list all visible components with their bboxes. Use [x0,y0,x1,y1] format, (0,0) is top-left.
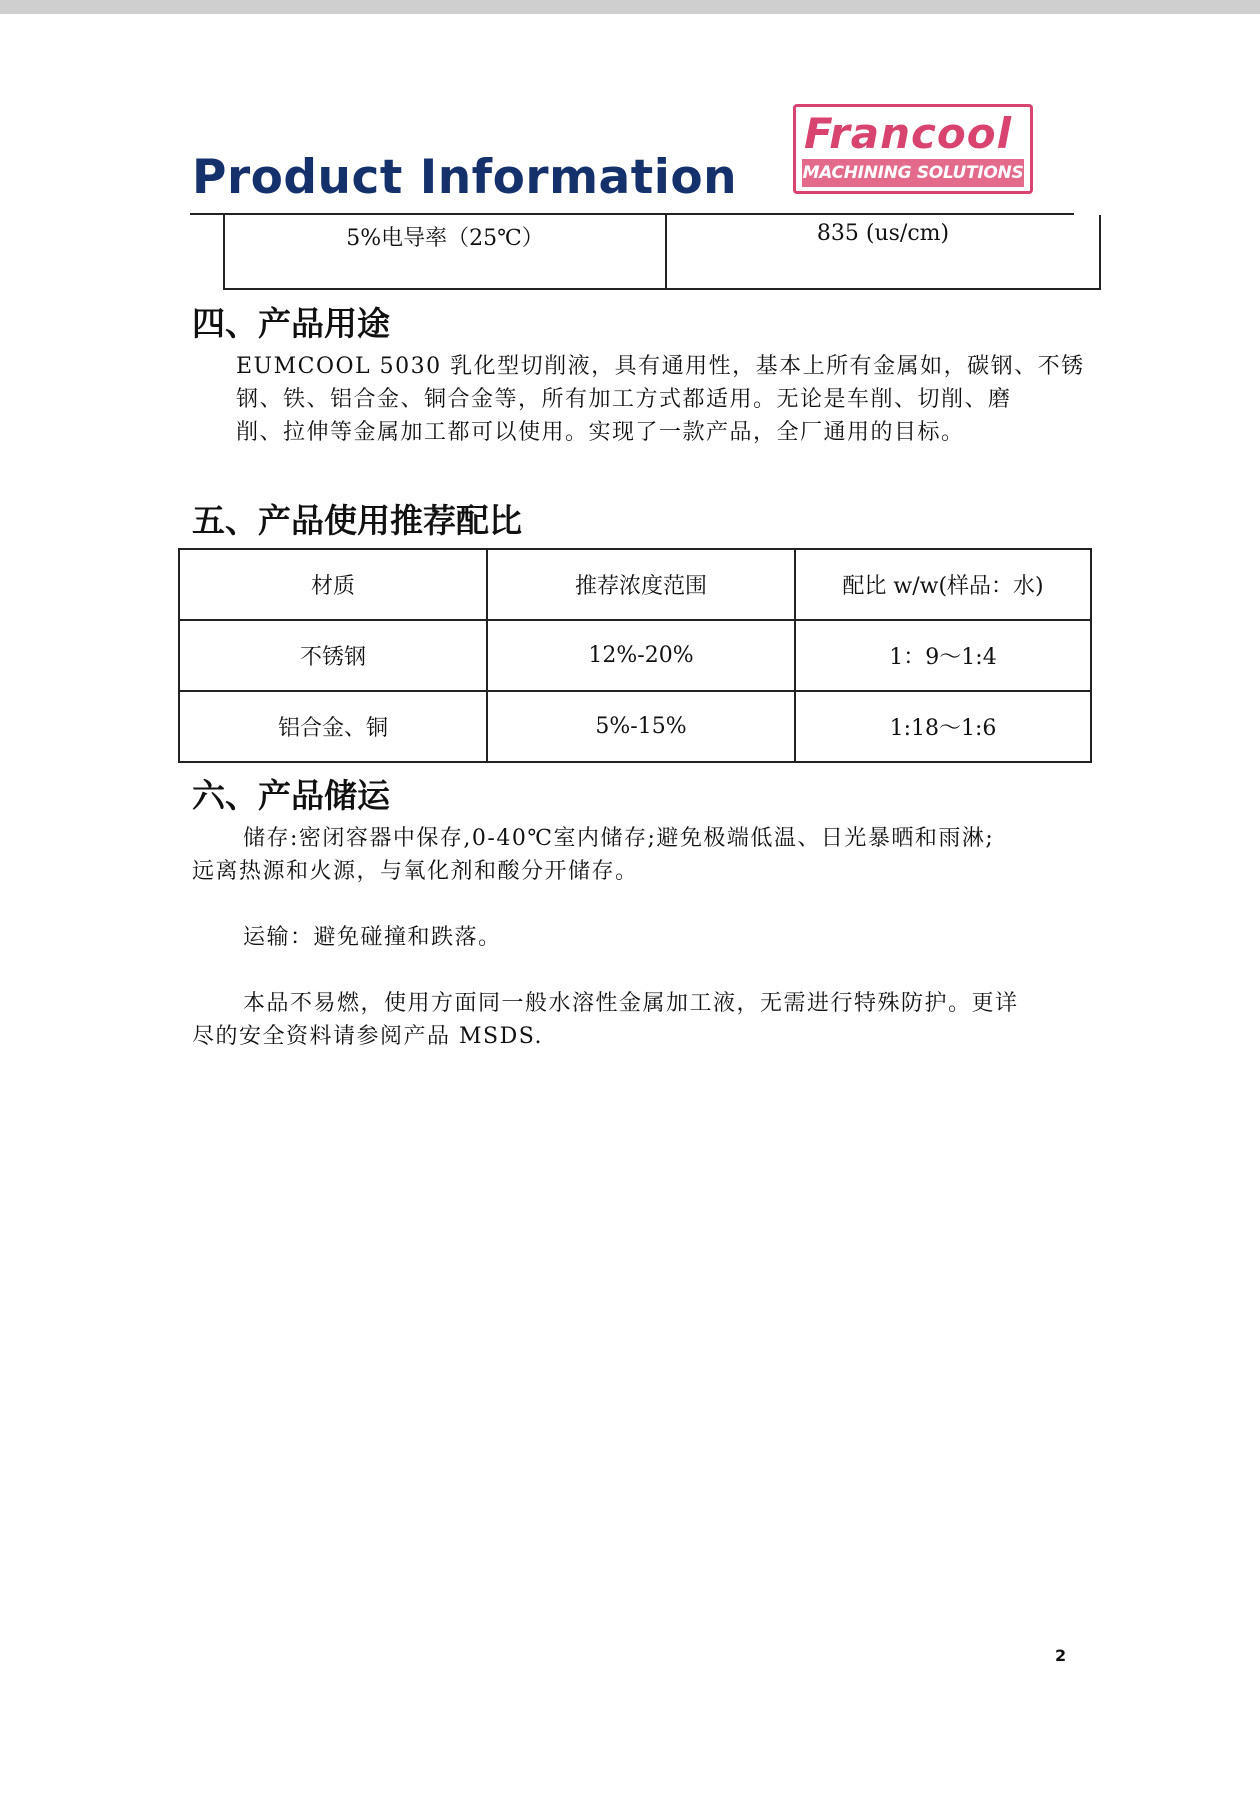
safety-line-2: 尽的安全资料请参阅产品 MSDS. [192,1024,544,1049]
ratio-table [178,548,1092,763]
cell-concentration: 12%-20% [487,620,795,691]
cell-ratio: 1:18～1:6 [795,691,1091,762]
cell-material: 铝合金、铜 [179,691,487,762]
page-number: 2 [1055,1646,1067,1665]
header-ratio: 配比 w/w(样品：水) [795,549,1091,620]
table-header-row [179,549,1091,620]
parameter-table [223,215,1101,290]
header-concentration: 推荐浓度范围 [487,549,795,620]
section-title-ratio: 五、产品使用推荐配比 [192,501,522,540]
logo-wordmark: Francool [804,109,1013,158]
francool-logo [793,104,1033,194]
section-title-usage: 四、产品用途 [192,304,390,343]
storage-line-1: 储存:密闭容器中保存,0-40℃室内储存;避免极端低温、日光暴晒和雨淋; [243,826,995,851]
logo-tagline: MACHINING SOLUTIONS [802,159,1024,187]
usage-line-3: 削、拉伸等金属加工都可以使用。实现了一款产品，全厂通用的目标。 [236,420,965,445]
table-row [179,620,1091,691]
param-name-cell: 5%电导率（25℃） [224,215,666,289]
safety-line-1: 本品不易燃，使用方面同一般水溶性金属加工液，无需进行特殊防护。更详 [243,991,1019,1016]
transport-line: 运输：避免碰撞和跌落。 [243,925,502,950]
cell-concentration: 5%-15% [487,691,795,762]
section-title-storage: 六、产品储运 [192,776,390,815]
table-row [179,691,1091,762]
cell-ratio: 1：9～1:4 [795,620,1091,691]
cell-material: 不锈钢 [179,620,487,691]
page-title: Product Information [192,150,738,205]
storage-line-2: 远离热源和火源，与氧化剂和酸分开储存。 [192,859,639,884]
header-material: 材质 [179,549,487,620]
usage-line-1: EUMCOOL 5030 乳化型切削液，具有通用性，基本上所有金属如，碳钢、不锈 [236,354,1085,379]
param-value-cell: 835 (us/cm) [666,215,1100,289]
top-border [0,0,1260,14]
usage-line-2: 钢、铁、铝合金、铜合金等，所有加工方式都适用。无论是车削、切削、磨 [236,387,1012,412]
table-row [224,215,1100,289]
